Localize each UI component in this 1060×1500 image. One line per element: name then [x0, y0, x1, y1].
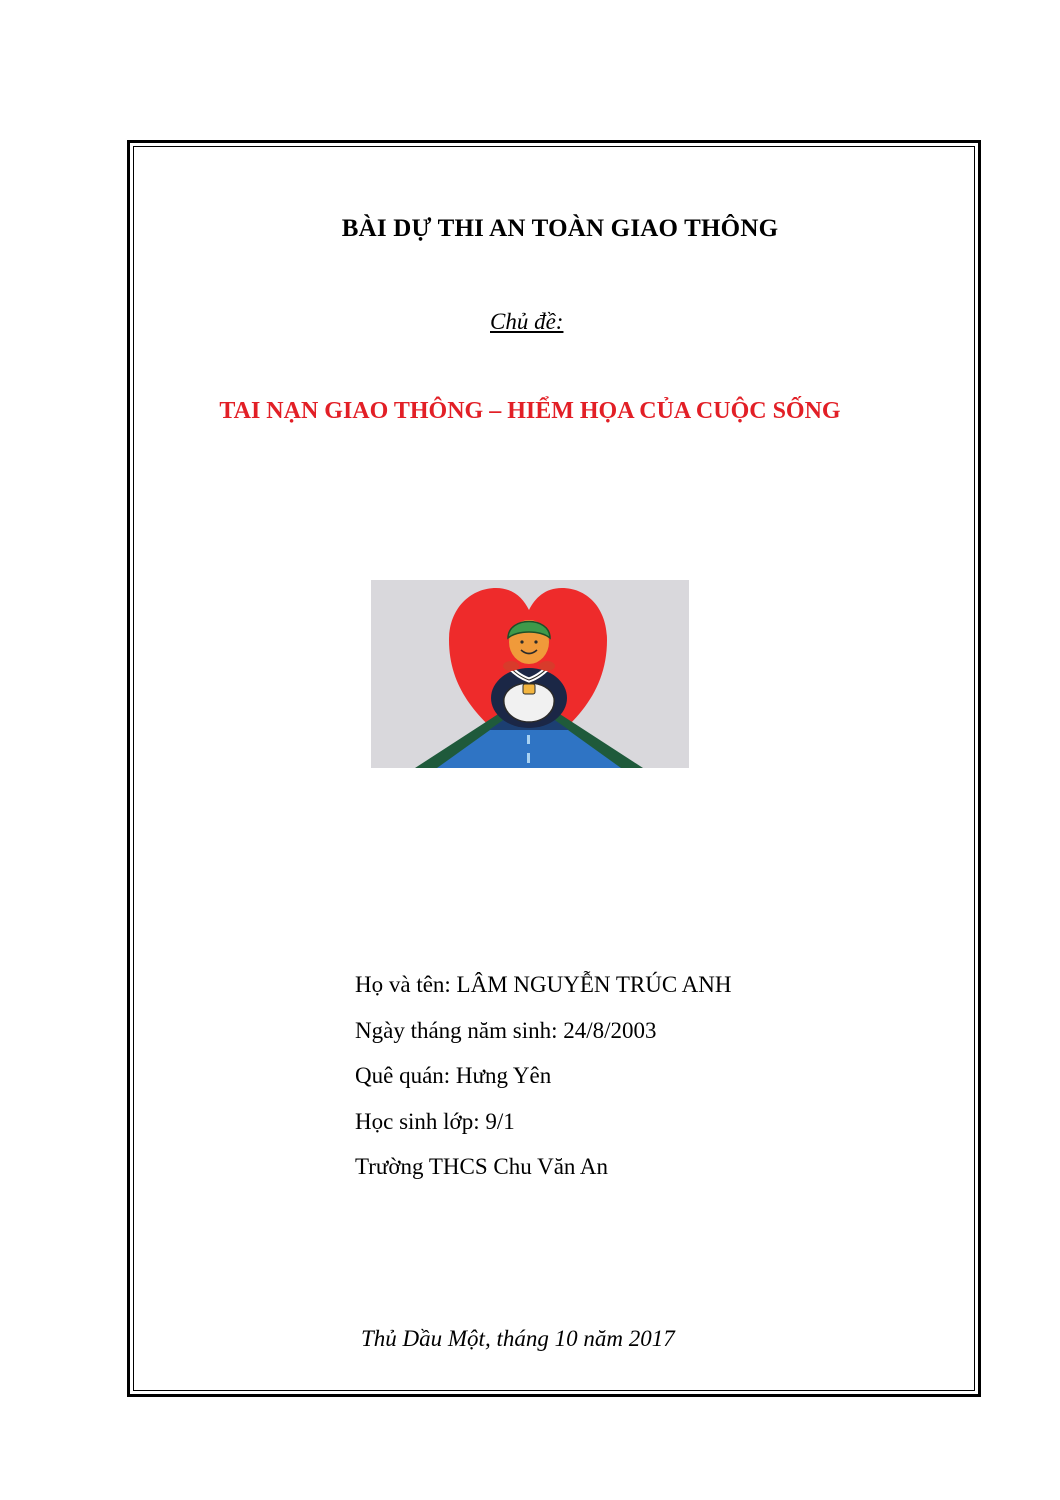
rider-shoulder-right: [539, 661, 555, 671]
topic-label: Chủ đề:: [490, 309, 564, 334]
rider-eye-right: [534, 640, 537, 643]
student-school-line: Trường THCS Chu Văn An: [355, 1154, 608, 1179]
road-dash: [527, 735, 530, 744]
place-date: Thủ Dầu Một, tháng 10 năm 2017: [361, 1326, 675, 1351]
rider-eye-left: [520, 640, 523, 643]
student-name-line: Họ và tên: LÂM NGUYỄN TRÚC ANH: [355, 972, 732, 997]
contest-title: BÀI DỰ THI AN TOÀN GIAO THÔNG: [341, 215, 779, 242]
student-hometown-line: Quê quán: Hưng Yên: [355, 1063, 552, 1088]
student-dob-line: Ngày tháng năm sinh: 24/8/2003: [355, 1017, 657, 1043]
rider-shoulder-left: [503, 661, 519, 671]
topic-title: TAI NẠN GIAO THÔNG – HIỂM HỌA CỦA CUỘC SỐNG: [219, 398, 841, 424]
student-info: [355, 962, 732, 1190]
scooter-headlight: [523, 684, 535, 694]
student-class-line: Học sinh lớp: 9/1: [355, 1108, 515, 1134]
road-dash: [527, 753, 530, 763]
heart-motorbike-rider-icon: [371, 580, 689, 768]
